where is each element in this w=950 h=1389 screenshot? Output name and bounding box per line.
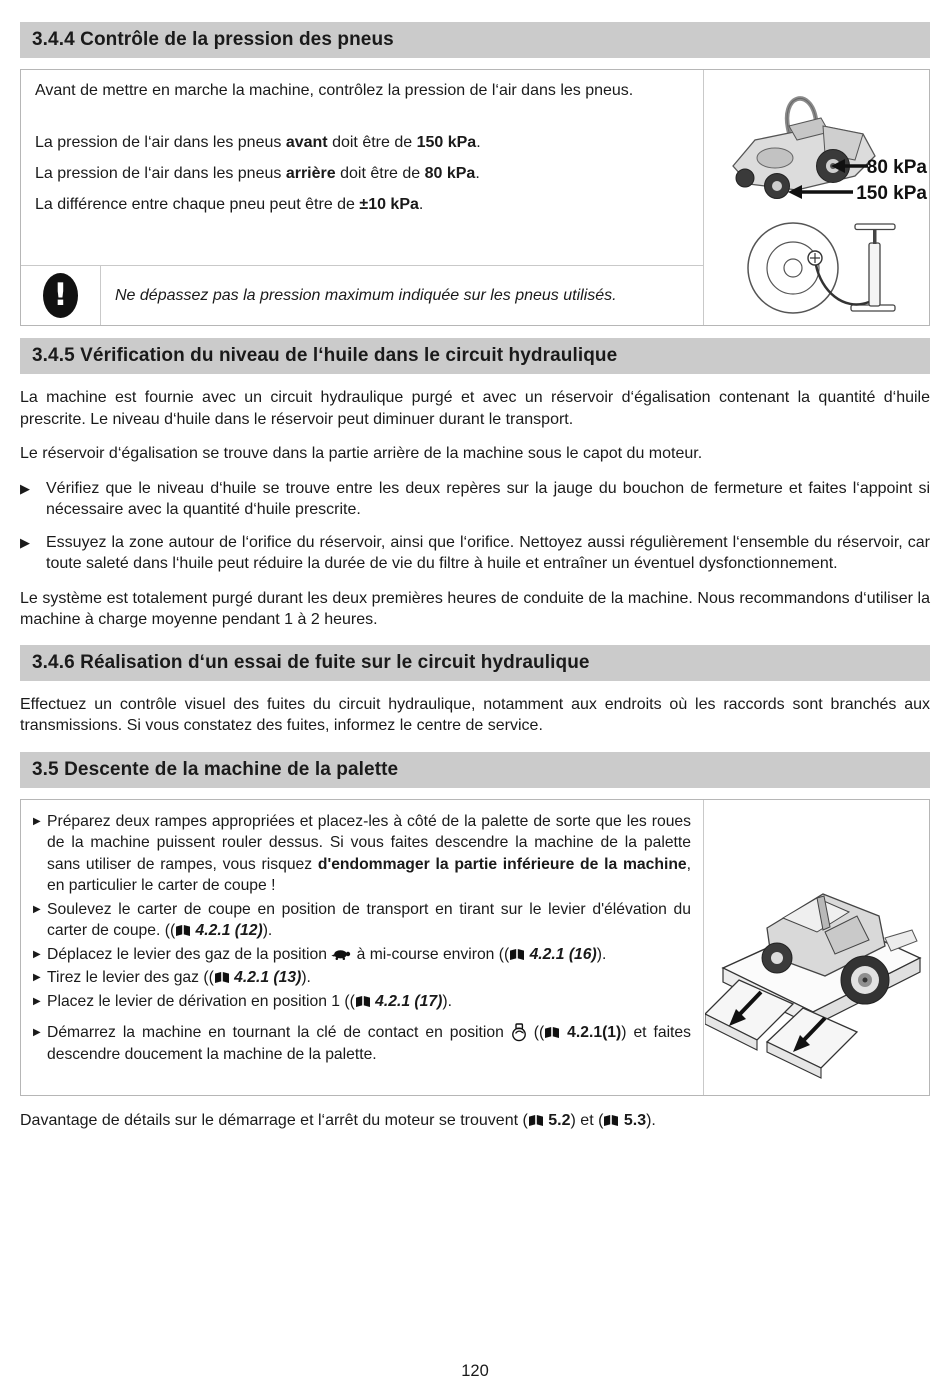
bullet-text [47, 946, 606, 963]
pressure-line-difference [35, 194, 689, 215]
text-run: Placez le levier de dérivation en position 1 (( [47, 992, 355, 1010]
unloading-box [20, 799, 930, 1096]
text-run: ). [646, 1111, 656, 1129]
bullet-arrow-icon: ▶ [33, 815, 41, 827]
bullet-item [33, 944, 691, 966]
bullet-text [47, 901, 691, 940]
text-run: Déplacez le levier des gaz de la position [47, 945, 332, 963]
text-run: avant [285, 133, 328, 151]
text-run: . [475, 164, 480, 182]
section-heading-345: 3.4.5 Vérification du niveau de l‘huile dans le circuit hydraulique [20, 338, 930, 374]
book-icon [528, 1110, 544, 1132]
text-run: ). [596, 945, 607, 963]
text-run: doit être de [327, 133, 417, 151]
text-run: d'endommager la partie inférieure de la machine [317, 855, 687, 873]
text-run: La pression de l‘air dans les pneus [35, 133, 286, 151]
bullet-arrow-icon: ▶ [33, 995, 41, 1007]
text-run: (( [526, 1024, 545, 1041]
text-run: arrière [285, 164, 336, 182]
front-pressure-label: 150 kPa [855, 183, 927, 204]
pressure-line-rear [35, 163, 689, 184]
text-run: 5.2 [543, 1111, 571, 1129]
text-run: à mi-course environ (( [352, 945, 510, 963]
text-run: 4.2.1 (13) [229, 969, 302, 986]
book-icon [355, 991, 371, 1013]
bullet-arrow-icon: ▶ [20, 480, 30, 496]
unloading-figure-cell [704, 800, 929, 1095]
bullet-text [47, 1024, 691, 1063]
key-icon [511, 1022, 527, 1044]
bullet-text [47, 813, 691, 895]
text-run: doit être de [335, 164, 425, 182]
text-run: 4.2.1 (16) [525, 945, 597, 963]
text-run: ). [442, 992, 452, 1010]
tire-pressure-intro: Avant de mettre en marche la machine, contrôlez la pression de l‘air dans les pneus. [35, 82, 634, 99]
turtle-icon [331, 944, 352, 966]
text-run: ±10 kPa [359, 195, 419, 213]
bullet-arrow-icon: ▶ [33, 948, 41, 960]
text-run: ). [262, 922, 273, 939]
bullet-item [33, 991, 691, 1013]
machine-rear-wheel [841, 956, 889, 1004]
footer-note [20, 1110, 930, 1132]
book-icon [214, 967, 230, 989]
bullet-item [33, 811, 691, 897]
warning-icon-cell [21, 266, 101, 325]
pallet-ramp-figure [705, 800, 929, 1095]
text-run: Davantage de détails sur le démarrage et l‘arrêt du moteur se trouvent ( [20, 1111, 528, 1129]
text-run: Préparez deux rampes appropriées et placez-les à côté de la palette de sorte que les roues de la machine puissent rouler dessus. Si vous faites descendre la machine de la palette sans utiliser de rampes, vous risquez [47, 812, 691, 873]
oil-check-bullet-list [20, 478, 930, 575]
bullet-item [33, 899, 691, 942]
book-icon [175, 920, 191, 942]
front-wheel [764, 174, 789, 199]
text-run: La pression de l‘air dans les pneus [35, 164, 286, 182]
warning-exclamation-icon: ! [43, 273, 78, 318]
bullet-text: Essuyez la zone autour de l‘orifice du réservoir, ainsi que l‘orifice. Nettoyez aussi régulièrement l‘ensemble du réservoir, car toute saleté dans l‘huile peut réduire la durée de vie du filtre à huile et entraîner un éventuel dysfonctionnement. [46, 533, 930, 572]
bullet-item [20, 478, 930, 521]
bullet-text: Vérifiez que le niveau d‘huile se trouve entre les deux repères sur la jauge du bouchon de fermeture et faites l‘appoint si nécessaire avec la quantité d‘huile prescrite. [46, 479, 930, 518]
text-run: 4.2.1 (12) [191, 922, 263, 939]
tire-and-pump-illustration [748, 223, 895, 313]
page-number: 120 [461, 1362, 489, 1380]
book-icon [603, 1110, 619, 1132]
tire-pressure-figure [705, 74, 929, 325]
text-run: 150 kPa [416, 133, 477, 151]
text-run: ). [301, 969, 311, 986]
bullet-item [20, 532, 930, 575]
text-run: Soulevez le carter de coupe en position de transport en tirant sur le levier d'élévation du carter de coupe. (( [47, 900, 691, 939]
book-icon [544, 1022, 560, 1044]
text-run: 4.2.1 (17) [370, 992, 443, 1010]
text-run: , en particulier le carter de coupe ! [47, 855, 691, 894]
section-heading-35: 3.5 Descente de la machine de la palette [20, 752, 930, 788]
unloading-text-cell [21, 800, 704, 1095]
section-heading-344: 3.4.4 Contrôle de la pression des pneus [20, 22, 930, 58]
bullet-arrow-icon: ▶ [33, 972, 41, 983]
bullet-text [47, 969, 311, 986]
bullet-item [33, 967, 691, 989]
text-run: 5.3 [619, 1111, 647, 1129]
text-run: Démarrez la machine en tournant la clé de contact en position [47, 1024, 511, 1041]
unloading-bullet-list [33, 811, 691, 1066]
tire-pressure-box [20, 69, 930, 326]
paragraph-oil-1: La machine est fournie avec un circuit hydraulique purgé et avec un réservoir d‘égalisation contenant la quantité d‘huile prescrite. Le niveau d‘huile dans le réservoir peut diminuer durant le transport. [20, 389, 930, 428]
tire-pressure-text-cell [21, 70, 704, 265]
text-run: ) et ( [570, 1111, 604, 1129]
text-run: 80 kPa [424, 164, 476, 182]
warning-text [101, 266, 703, 325]
bullet-arrow-icon: ▶ [33, 903, 41, 915]
rear-pressure-label: 80 kPa [866, 157, 927, 178]
text-run: La différence entre chaque pneu peut être de [35, 195, 360, 213]
text-run: Tirez le levier des gaz (( [47, 969, 214, 986]
text-run: ) et faites descendre doucement la machine de la palette. [47, 1024, 691, 1063]
paragraph-oil-2: Le réservoir d‘égalisation se trouve dans la partie arrière de la machine sous le capot du moteur. [20, 445, 703, 462]
text-run: . [418, 195, 424, 213]
paragraph-oil-3: Le système est totalement purgé durant les deux premières heures de conduite de la machine. Nous recommandons d‘utiliser la machine à charge moyenne pendant 1 à 2 heures. [20, 589, 930, 628]
text-run: . [476, 133, 481, 151]
warning-text-line: Ne dépassez pas la pression maximum indiquée sur les pneus utilisés. [115, 287, 617, 304]
bullet-text [47, 993, 452, 1010]
bullet-arrow-icon: ▶ [20, 534, 30, 550]
book-icon [509, 944, 525, 966]
pressure-line-front [35, 132, 689, 153]
bullet-arrow-icon: ▶ [33, 1027, 41, 1038]
paragraph-leak-test: Effectuez un contrôle visuel des fuites du circuit hydraulique, notamment aux endroits où les raccords sont branchés aux transmissions. Si vous constatez des fuites, informez le centre de service. [20, 695, 930, 734]
mower-illustration [733, 98, 875, 198]
bullet-item [33, 1022, 691, 1065]
section-heading-346: 3.4.6 Réalisation d‘un essai de fuite sur le circuit hydraulique [20, 645, 930, 681]
warning-row [21, 265, 704, 325]
machine-front-wheel [762, 943, 792, 973]
text-run: 4.2.1(1) [560, 1024, 622, 1041]
tire-pressure-figure-cell [704, 70, 929, 325]
